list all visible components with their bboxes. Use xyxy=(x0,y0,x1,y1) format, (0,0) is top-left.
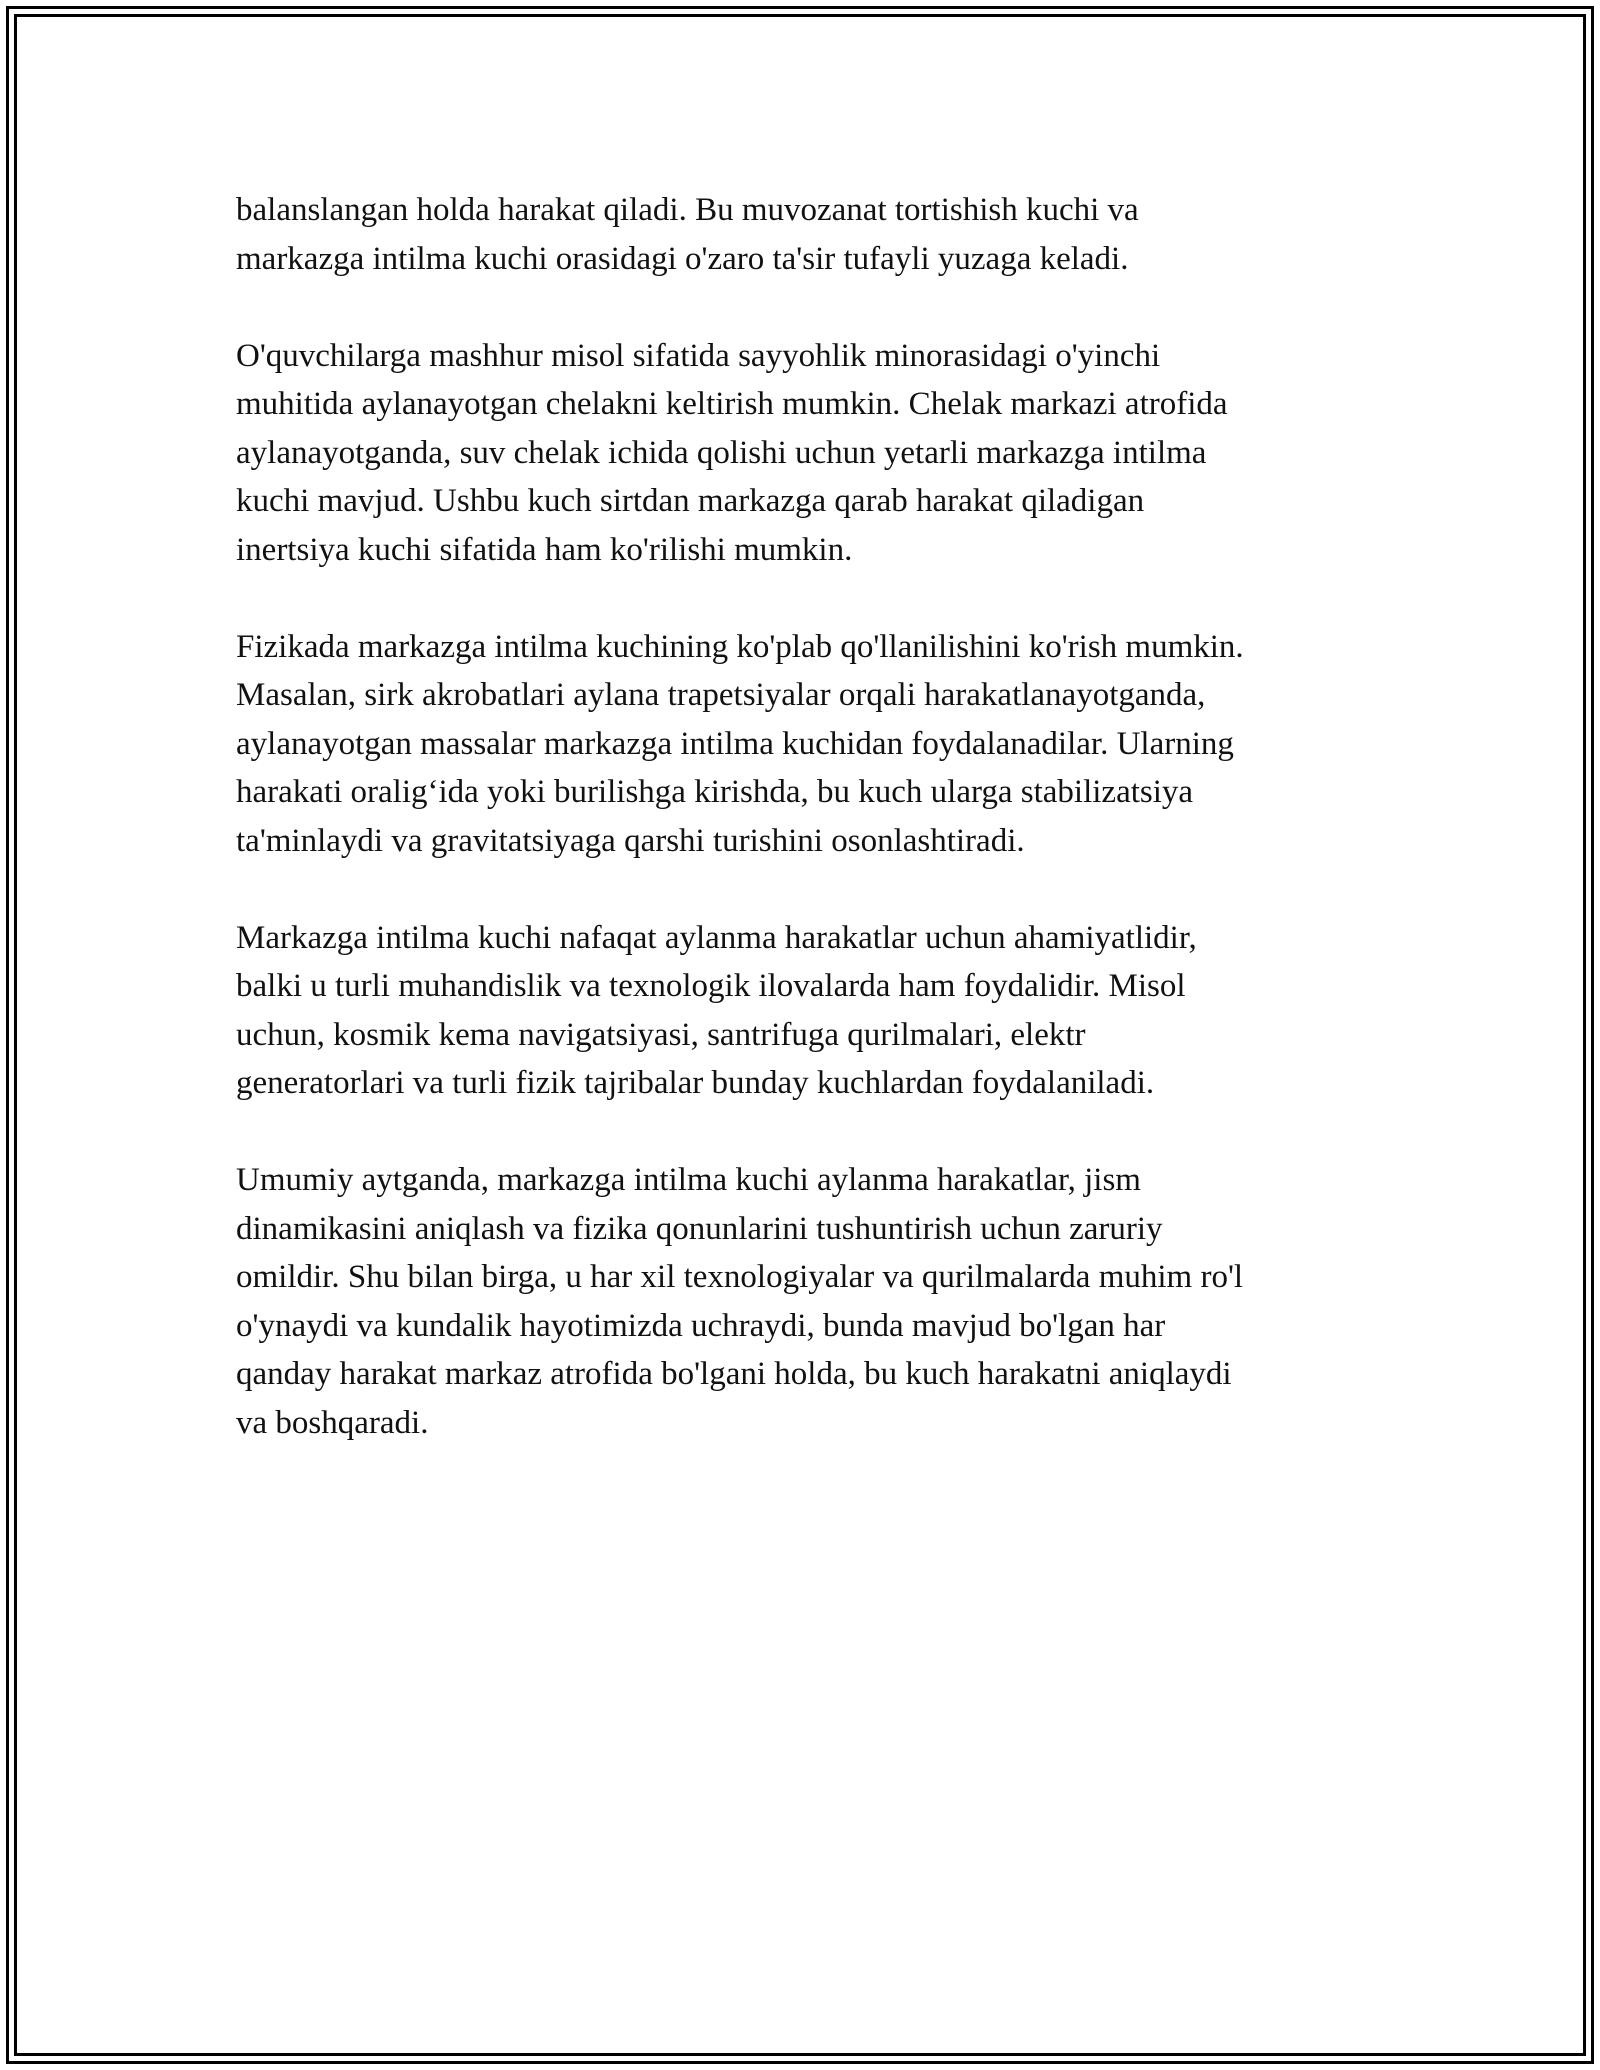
paragraph-1 xyxy=(236,186,1366,283)
text-line: generatorlari va turli fizik tajribalar bunday kuchlardan foydalaniladi. xyxy=(236,1065,1155,1101)
text-line: Fizikada markazga intilma kuchining ko'plab qo'llanilishini ko'rish mumkin. xyxy=(236,628,1244,665)
paragraph-3 xyxy=(236,623,1366,866)
text-line: uchun, kosmik kema navigatsiyasi, santrifuga qurilmalari, elektr xyxy=(236,1016,1086,1053)
text-line: O'quvchilarga mashhur misol sifatida sayyohlik minorasidagi o'yinchi xyxy=(236,337,1161,374)
text-line: qanday harakat markaz atrofida bo'lgani holda, bu kuch harakatni aniqlaydi xyxy=(236,1356,1232,1392)
text-line: omildir. Shu bilan birga, u har xil texnologiyalar va qurilmalarda muhim ro'l xyxy=(236,1259,1244,1295)
text-line: harakati oralig‘ida yoki burilishga kirishda, bu kuch ularga stabilizatsiya xyxy=(236,774,1194,810)
text-line: dinamikasini aniqlash va fizika qonunlarini tushuntirish uchun zaruriy xyxy=(236,1210,1163,1247)
text-line: balanslangan holda harakat qiladi. Bu muvozanat tortishish kuchi va xyxy=(236,192,1139,228)
paragraph-5 xyxy=(236,1156,1366,1447)
paragraph-4 xyxy=(236,914,1366,1108)
text-line: va boshqaradi. xyxy=(236,1404,429,1441)
text-line: o'ynaydi va kundalik hayotimizda uchraydi, bunda mavjud bo'lgan har xyxy=(236,1307,1166,1344)
text-line: balki u turli muhandislik va texnologik ilovalarda ham foydalidir. Misol xyxy=(236,968,1186,1004)
document-body xyxy=(236,186,1366,1496)
text-line: Umumiy aytganda, markazga intilma kuchi aylanma harakatlar, jism xyxy=(236,1162,1141,1198)
paragraph-2 xyxy=(236,332,1366,575)
text-line: inertsiya kuchi sifatida ham ko'rilishi mumkin. xyxy=(236,531,853,568)
text-line: ta'minlaydi va gravitatsiyaga qarshi turishini osonlashtiradi. xyxy=(236,822,1025,859)
text-line: aylanayotganda, suv chelak ichida qolishi uchun yetarli markazga intilma xyxy=(236,434,1207,471)
text-line: muhitida aylanayotgan chelakni keltirish mumkin. Chelak markazi atrofida xyxy=(236,386,1228,422)
text-line: Masalan, sirk akrobatlari aylana trapetsiyalar orqali harakatlanayotganda, xyxy=(236,677,1206,713)
text-line: markazga intilma kuchi orasidagi o'zaro ta'sir tufayli yuzaga keladi. xyxy=(236,240,1129,277)
text-line: kuchi mavjud. Ushbu kuch sirtdan markazga qarab harakat qiladigan xyxy=(236,483,1145,519)
text-line: aylanayotgan massalar markazga intilma kuchidan foydalanadilar. Ularning xyxy=(236,725,1234,762)
text-line: Markazga intilma kuchi nafaqat aylanma harakatlar uchun ahamiyatlidir, xyxy=(236,919,1197,956)
